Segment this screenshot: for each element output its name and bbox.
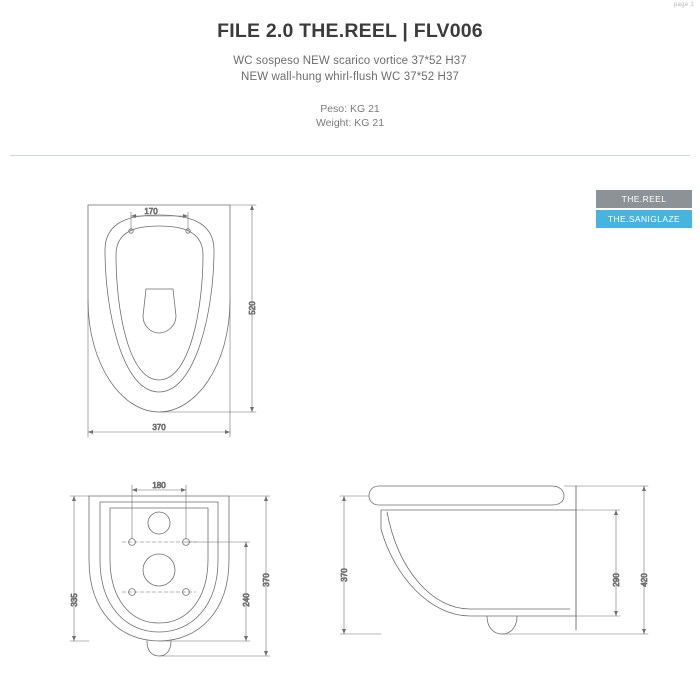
- weight-italian: Peso: KG 21: [320, 103, 380, 115]
- dim-side-projection-inner: 290: [612, 573, 621, 587]
- side-view-drawing: [340, 486, 649, 634]
- weight-english: Weight: KG 21: [315, 117, 385, 129]
- dim-front-bolt-spacing: 180: [152, 481, 166, 490]
- dim-front-height-inner: 240: [242, 593, 251, 607]
- dim-top-width: 370: [152, 423, 166, 432]
- top-view-drawing: [88, 205, 257, 437]
- dim-side-depth: 370: [340, 568, 349, 582]
- page-title: FILE 2.0 THE.REEL | FLV006: [217, 20, 483, 42]
- badge-the-reel: THE.REEL: [596, 190, 692, 208]
- front-view-drawing: [70, 481, 271, 656]
- page-corner-note: page 1: [673, 2, 694, 8]
- dim-side-projection-outer: 420: [640, 573, 649, 587]
- subtitle-english: NEW wall-hung whirl-flush WC 37*52 H37: [241, 71, 459, 83]
- subtitle-italian: WC sospeso NEW scarico vortice 37*52 H37: [233, 55, 467, 67]
- dim-top-length: 520: [248, 301, 257, 315]
- badge-the-saniglaze: THE.SANIGLAZE: [596, 210, 692, 228]
- dim-top-bolt-spacing: 170: [144, 207, 158, 216]
- dim-front-height-right: 370: [262, 573, 271, 587]
- dim-front-height-left: 335: [70, 593, 79, 607]
